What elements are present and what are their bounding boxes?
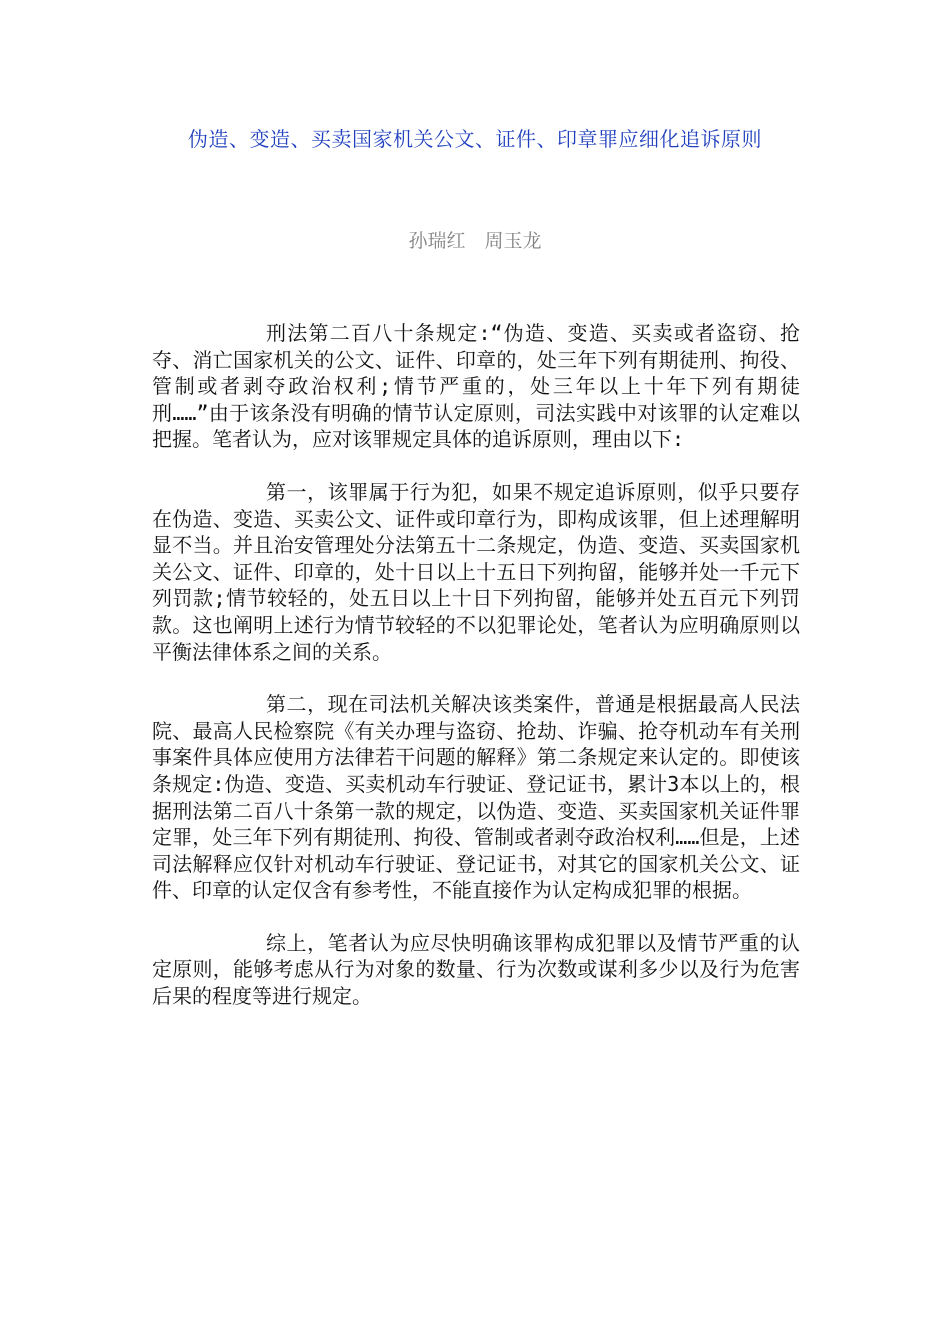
document-body <box>152 320 800 1036</box>
document-authors: 孙瑞红 周玉龙 <box>408 230 542 252</box>
paragraph-4: 综上，笔者认为应尽快明确该罪构成犯罪以及情节严重的认定原则，能够考虑从行为对象的数量、行为次数或谋利多少以及行为危害后果的程度等进行规定。 <box>152 930 800 1009</box>
paragraph-2: 第一，该罪属于行为犯，如果不规定追诉原则，似乎只要存在伪造、变造、买卖公文、证件或印章行为，即构成该罪，但上述理解明显不当。并且治安管理处分法第五十二条规定，伪造、变造、买卖国家机关公文、证件、印章的，处十日以上十五日下列拘留，能够并处一千元下列罚款;情节较轻的，处五日以上十日下列拘留，能够并处五百元下列罚款。这也阐明上述行为情节较轻的不以犯罪论处，笔者认为应明确原则以平衡法律体系之间的关系。 <box>152 479 800 664</box>
document-title: 伪造、变造、买卖国家机关公文、证件、印章罪应细化追诉原则 <box>188 127 762 151</box>
paragraph-3: 第二，现在司法机关解决该类案件，普通是根据最高人民法院、最高人民检察院《有关办理与盗窃、抢劫、诈骗、抢夺机动车有关刑事案件具体应使用方法律若干问题的解释》第二条规定来认定的。即使该条规定:伪造、变造、买卖机动车行驶证、登记证书，累计3本以上的，根据刑法第二百八十条第一款的规定，以伪造、变造、买卖国家机关证件罪定罪，处三年下列有期徒刑、拘役、管制或者剥夺政治权利……但是，上述司法解释应仅针对机动车行驶证、登记证书，对其它的国家机关公文、证件、印章的认定仅含有参考性，不能直接作为认定构成犯罪的根据。 <box>152 692 800 903</box>
paragraph-1: 刑法第二百八十条规定:“伪造、变造、买卖或者盗窃、抢夺、消亡国家机关的公文、证件、印章的，处三年下列有期徒刑、拘役、管制或者剥夺政治权利;情节严重的，处三年以上十年下列有期徒刑……”由于该条没有明确的情节认定原则，司法实践中对该罪的认定难以把握。笔者认为，应对该罪规定具体的追诉原则，理由以下: <box>152 321 800 452</box>
